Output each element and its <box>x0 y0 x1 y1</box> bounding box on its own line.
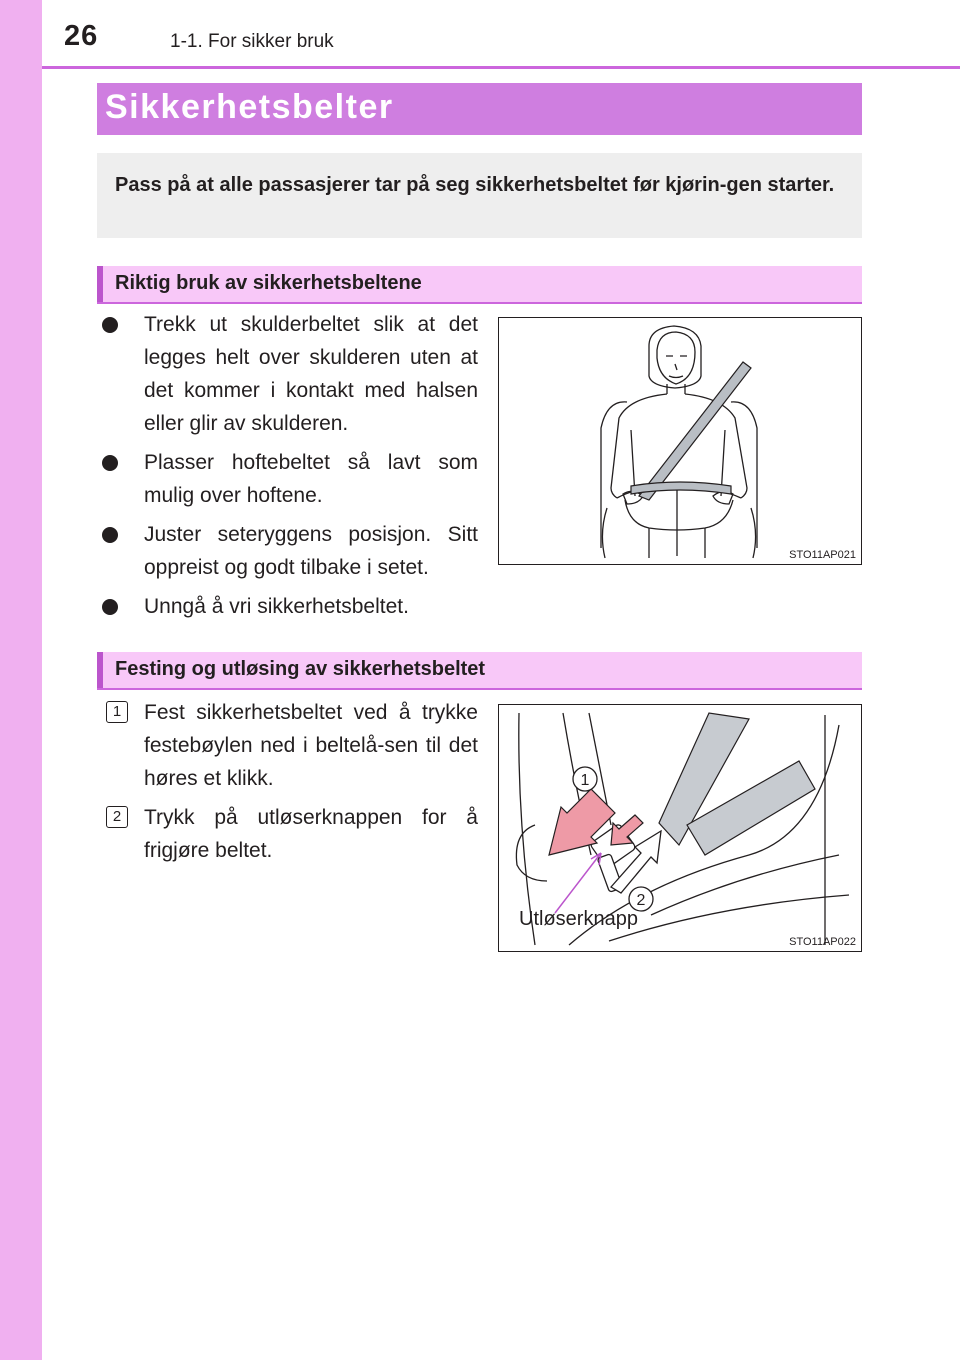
heading-marker <box>97 652 103 688</box>
seated-passenger-illustration <box>499 318 861 564</box>
figure-code: STO11AP021 <box>789 549 856 561</box>
intro-text: Pass på at alle passasjerer tar på seg sikkerhetsbeltet før kjørin-gen starter. <box>115 174 835 196</box>
section-heading-label: Riktig bruk av sikkerhetsbeltene <box>115 272 422 294</box>
figure-marker-1: 1 <box>580 772 590 789</box>
figure-seated-passenger <box>498 317 862 565</box>
list-item: 2 Trykk på utløserknappen for å frigjøre beltet. <box>102 801 478 867</box>
page-title-bar <box>97 83 862 135</box>
release-button-callout: Utløserknapp <box>519 908 638 930</box>
list-item: Unngå å vri sikkerhetsbeltet. <box>102 590 478 623</box>
heading-marker <box>97 266 103 302</box>
header-rule <box>42 66 960 69</box>
bullet-icon <box>102 599 118 615</box>
page-number: 26 <box>64 20 99 52</box>
section-heading-fastening <box>97 652 862 690</box>
figure-marker-2: 2 <box>636 892 646 909</box>
bullet-icon <box>102 455 118 471</box>
list-item: Trekk ut skulderbeltet slik at det legges helt over skulderen uten at det kommer i kontakt med halsen eller glir av skulderen. <box>102 308 478 440</box>
bullet-icon <box>102 317 118 333</box>
list-item: 1 Fest sikkerhetsbeltet ved å trykke festebøylen ned i beltelå-sen til det høres et klikk. <box>102 696 478 795</box>
list-item: Juster seteryggens posisjon. Sitt oppreist og godt tilbake i setet. <box>102 518 478 584</box>
usage-bullet-list <box>102 308 478 629</box>
section-heading-correct-use <box>97 266 862 304</box>
section-heading-label: Festing og utløsing av sikkerhetsbeltet <box>115 658 486 680</box>
bullet-icon <box>102 527 118 543</box>
intro-box <box>97 153 862 238</box>
step-number-badge: 1 <box>106 701 128 723</box>
list-item: Plasser hoftebeltet så lavt som mulig over hoftene. <box>102 446 478 512</box>
section-reference: 1-1. For sikker bruk <box>170 31 334 52</box>
left-margin-band <box>0 0 42 1360</box>
figure-buckle <box>498 704 862 952</box>
fastening-steps <box>102 696 478 873</box>
step-number-badge: 2 <box>106 806 128 828</box>
figure-code: STO11AP022 <box>789 936 856 948</box>
page-title: Sikkerhetsbelter <box>105 88 394 126</box>
